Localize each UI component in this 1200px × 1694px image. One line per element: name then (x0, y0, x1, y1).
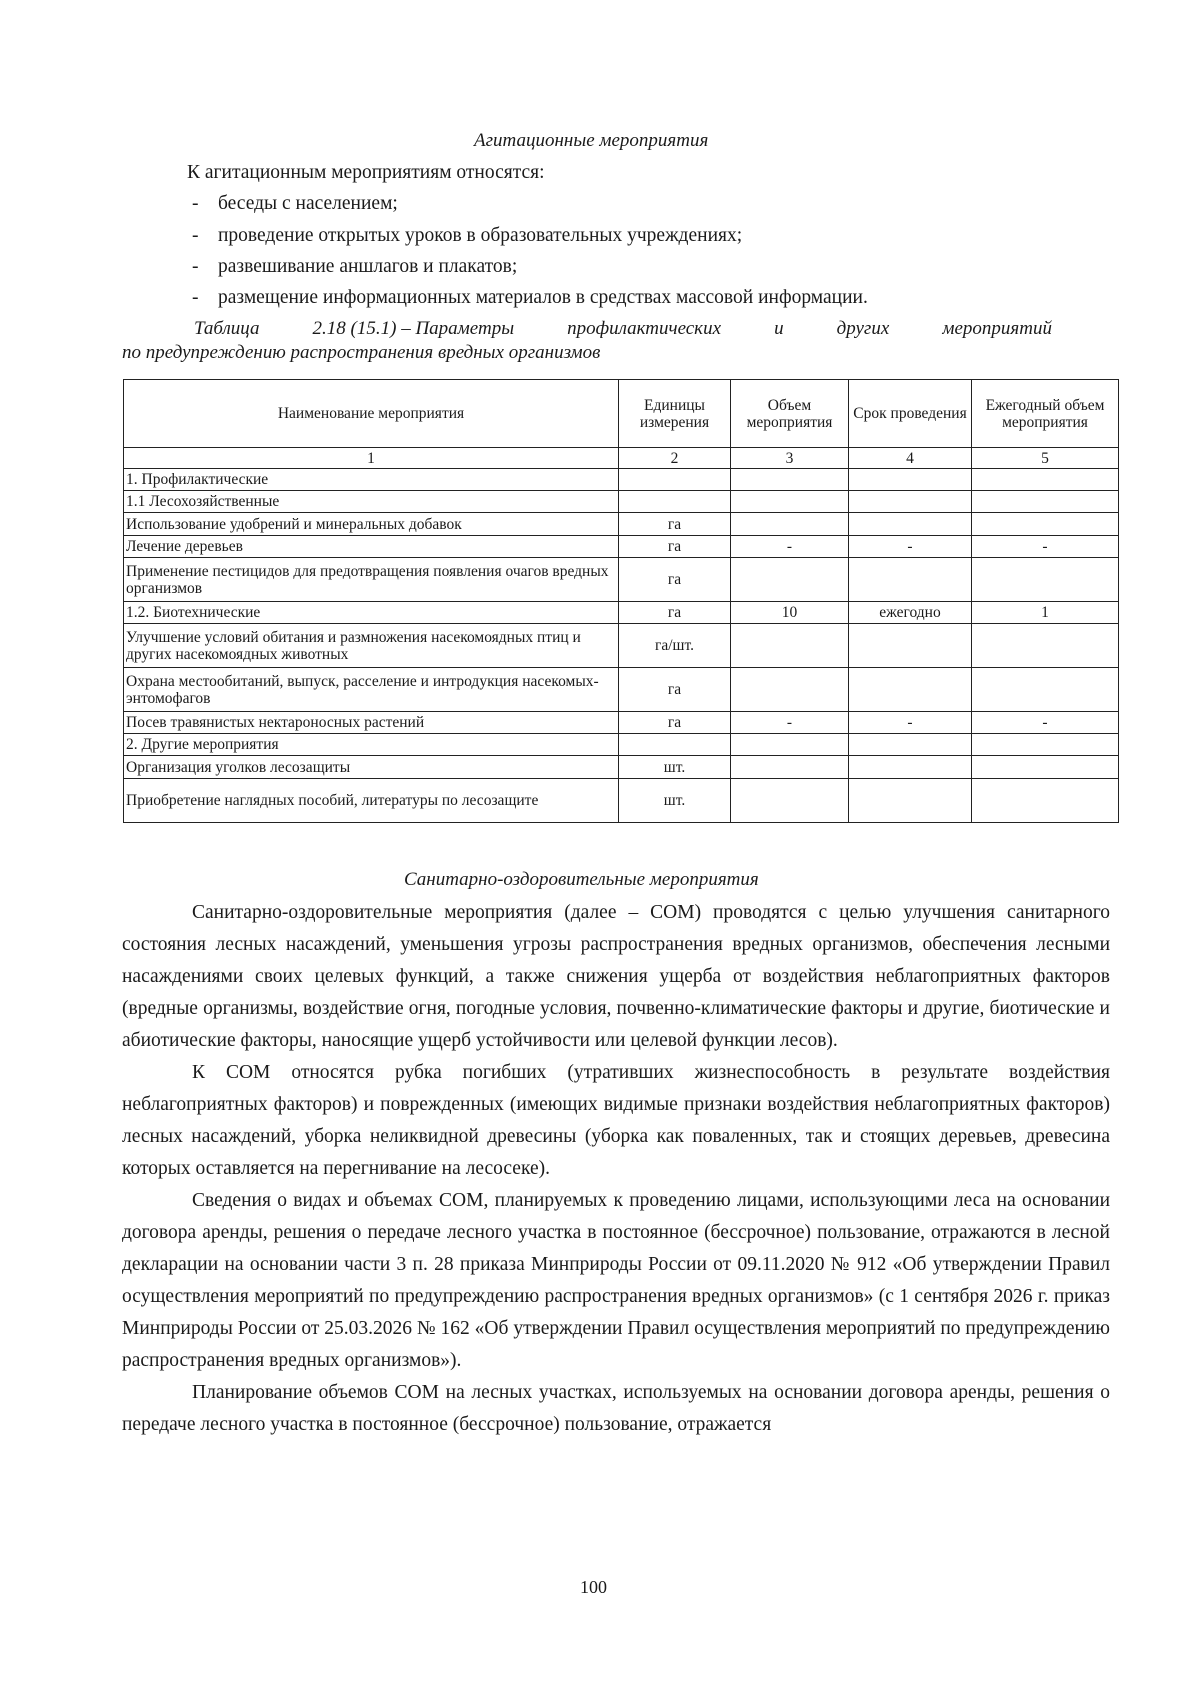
table-row (124, 668, 1119, 712)
table-cell (849, 558, 972, 602)
table-number-row (124, 448, 1119, 469)
table-header-row (124, 380, 1119, 448)
caption-word: и (774, 318, 784, 339)
table-cell: 2. Другие мероприятия (124, 734, 619, 756)
table-cell: Использование удобрений и минеральных добавок (124, 513, 619, 536)
table-cell: 1 (972, 602, 1119, 624)
column-header: Ежегодный объем мероприятия (972, 380, 1119, 448)
table-cell: га (619, 558, 731, 602)
column-header: Единицы измерения (619, 380, 731, 448)
bullet-item (192, 225, 742, 247)
column-header: Наименование мероприятия (124, 380, 619, 448)
table-cell (731, 734, 849, 756)
column-header: Объем мероприятия (731, 380, 849, 448)
table-cell: га (619, 513, 731, 536)
paragraph: К СОМ относятся рубка погибших (утративших жизнеспособность в результате воздействия неблагоприятных факторов) и поврежденных (имеющих видимые признаки воздействия неблагоприятных факторов) лесных насаждений, уборка неликвидной древесины (уборка как поваленных, так и стоящих деревьев, древесина которых оставляется на перегнивание на лесосеке). (122, 1062, 1110, 1179)
table-row (124, 756, 1119, 779)
table-row (124, 491, 1119, 513)
bullet-dash: - (192, 193, 199, 214)
table-row (124, 558, 1119, 602)
table-row (124, 734, 1119, 756)
page-number: 100 (580, 1577, 607, 1597)
table-row (124, 536, 1119, 558)
table-cell (849, 756, 972, 779)
bullet-dash: - (192, 256, 199, 277)
table-caption-line-2: по предупреждению распространения вредных организмов (122, 342, 601, 363)
table-cell: шт. (619, 779, 731, 823)
table-cell: га/шт. (619, 624, 731, 668)
table-row (124, 469, 1119, 491)
table-cell (731, 779, 849, 823)
bullet-dash: - (192, 225, 199, 246)
table-row (124, 624, 1119, 668)
table-cell (731, 558, 849, 602)
table-cell: Улучшение условий обитания и размножения насекомоядных птиц и других насекомоядных животных (124, 624, 619, 668)
table-cell (972, 734, 1119, 756)
bullet-item (192, 193, 398, 215)
table-cell (731, 491, 849, 513)
table-caption-line-1 (122, 318, 1052, 340)
bullet-text: проведение открытых уроков в образовательных учреждениях; (218, 225, 743, 246)
table-cell (972, 558, 1119, 602)
table-cell (731, 513, 849, 536)
table-cell (849, 469, 972, 491)
table-cell (849, 668, 972, 712)
bullet-item (192, 287, 868, 309)
bullet-text: размещение информационных материалов в средствах массовой информации. (218, 287, 868, 308)
body-text (122, 897, 1110, 1441)
table-cell: Лечение деревьев (124, 536, 619, 558)
column-number: 5 (972, 448, 1119, 469)
paragraph: Санитарно-оздоровительные мероприятия (далее – СОМ) проводятся с целью улучшения санитарного состояния лесных насаждений, уменьшения угрозы распространения вредных организмов, обеспечения лесными насаждениями своих целевых функций, а также снижения ущерба от воздействия неблагоприятных факторов (вредные организмы, воздействие огня, погодные условия, почвенно-климатические факторы и другие, биотические и абиотические факторы, наносящие ущерб устойчивости или целевой функции лесов). (122, 902, 1110, 1051)
table-cell: Приобретение наглядных пособий, литературы по лесозащите (124, 779, 619, 823)
table-cell (731, 756, 849, 779)
table-cell: - (731, 536, 849, 558)
table-cell: Охрана местообитаний, выпуск, расселение и интродукция насекомых-энтомофагов (124, 668, 619, 712)
table-cell: 1.1 Лесохозяйственные (124, 491, 619, 513)
bullet-text: беседы с населением; (218, 193, 398, 214)
bullet-dash: - (192, 287, 199, 308)
table-cell: - (972, 536, 1119, 558)
table-cell: 10 (731, 602, 849, 624)
table-cell: 1.2. Биотехнические (124, 602, 619, 624)
bullet-text: развешивание аншлагов и плакатов; (218, 256, 518, 277)
table-caption (122, 318, 1052, 364)
table-cell (731, 668, 849, 712)
table-cell (849, 779, 972, 823)
table-cell (972, 513, 1119, 536)
column-header: Срок проведения (849, 380, 972, 448)
paragraph: Сведения о видах и объемах СОМ, планируемых к проведению лицами, использующими леса на основании договора аренды, решения о передаче лесного участка в постоянное (бессрочное) пользование, отражаются в лесной декларации на основании части 3 п. 28 приказа Минприроды России от 09.11.2020 № 912 «Об утверждении Правил осуществления мероприятий по предупреждению распространения вредных организмов» (с 1 сентября 2026 г. приказ Минприроды России от 25.03.2026 № 162 «Об утверждении Правил осуществления мероприятий по предупреждению распространения вредных организмов»). (122, 1190, 1110, 1371)
caption-label: Таблица (194, 318, 260, 339)
table-cell: ежегодно (849, 602, 972, 624)
table-cell: 1. Профилактические (124, 469, 619, 491)
measures-table (123, 379, 1119, 823)
table-cell (972, 779, 1119, 823)
table-cell (849, 734, 972, 756)
table-row (124, 779, 1119, 823)
table-cell: Посев травянистых нектароносных растений (124, 712, 619, 734)
column-number: 1 (124, 448, 619, 469)
table-cell (972, 624, 1119, 668)
table-row (124, 602, 1119, 624)
table-row (124, 712, 1119, 734)
table-cell: - (731, 712, 849, 734)
table-cell: га (619, 536, 731, 558)
table-cell (972, 469, 1119, 491)
table-cell (619, 469, 731, 491)
table-cell: Применение пестицидов для предотвращения появления очагов вредных организмов (124, 558, 619, 602)
table-row (124, 513, 1119, 536)
table-cell (972, 491, 1119, 513)
table-cell (619, 734, 731, 756)
table-cell: га (619, 712, 731, 734)
column-number: 3 (731, 448, 849, 469)
table-cell (731, 624, 849, 668)
caption-word: других (836, 318, 890, 339)
column-number: 4 (849, 448, 972, 469)
table-cell (849, 491, 972, 513)
table-cell (849, 624, 972, 668)
table-cell (972, 668, 1119, 712)
table-cell (731, 469, 849, 491)
table-cell: шт. (619, 756, 731, 779)
table-cell: - (849, 712, 972, 734)
table-cell: га (619, 668, 731, 712)
caption-word: профилактических (567, 318, 722, 339)
paragraph: Планирование объемов СОМ на лесных участках, используемых на основании договора аренды, решения о передаче лесного участка в постоянное (бессрочное) пользование, отражается (122, 1382, 1110, 1435)
section-heading-sanitary: Санитарно-оздоровительные мероприятия (404, 869, 759, 890)
table-cell (849, 513, 972, 536)
table-cell (972, 756, 1119, 779)
table-cell (619, 491, 731, 513)
caption-word: мероприятий (942, 318, 1052, 339)
table-cell: - (972, 712, 1119, 734)
bullet-item (192, 256, 517, 278)
caption-number: 2.18 (15.1) – Параметры (312, 318, 515, 339)
table-cell: - (849, 536, 972, 558)
intro-line: К агитационным мероприятиям относятся: (187, 162, 545, 183)
section-heading-agitation: Агитационные мероприятия (474, 130, 709, 151)
column-number: 2 (619, 448, 731, 469)
table-cell: га (619, 602, 731, 624)
table-cell: Организация уголков лесозащиты (124, 756, 619, 779)
